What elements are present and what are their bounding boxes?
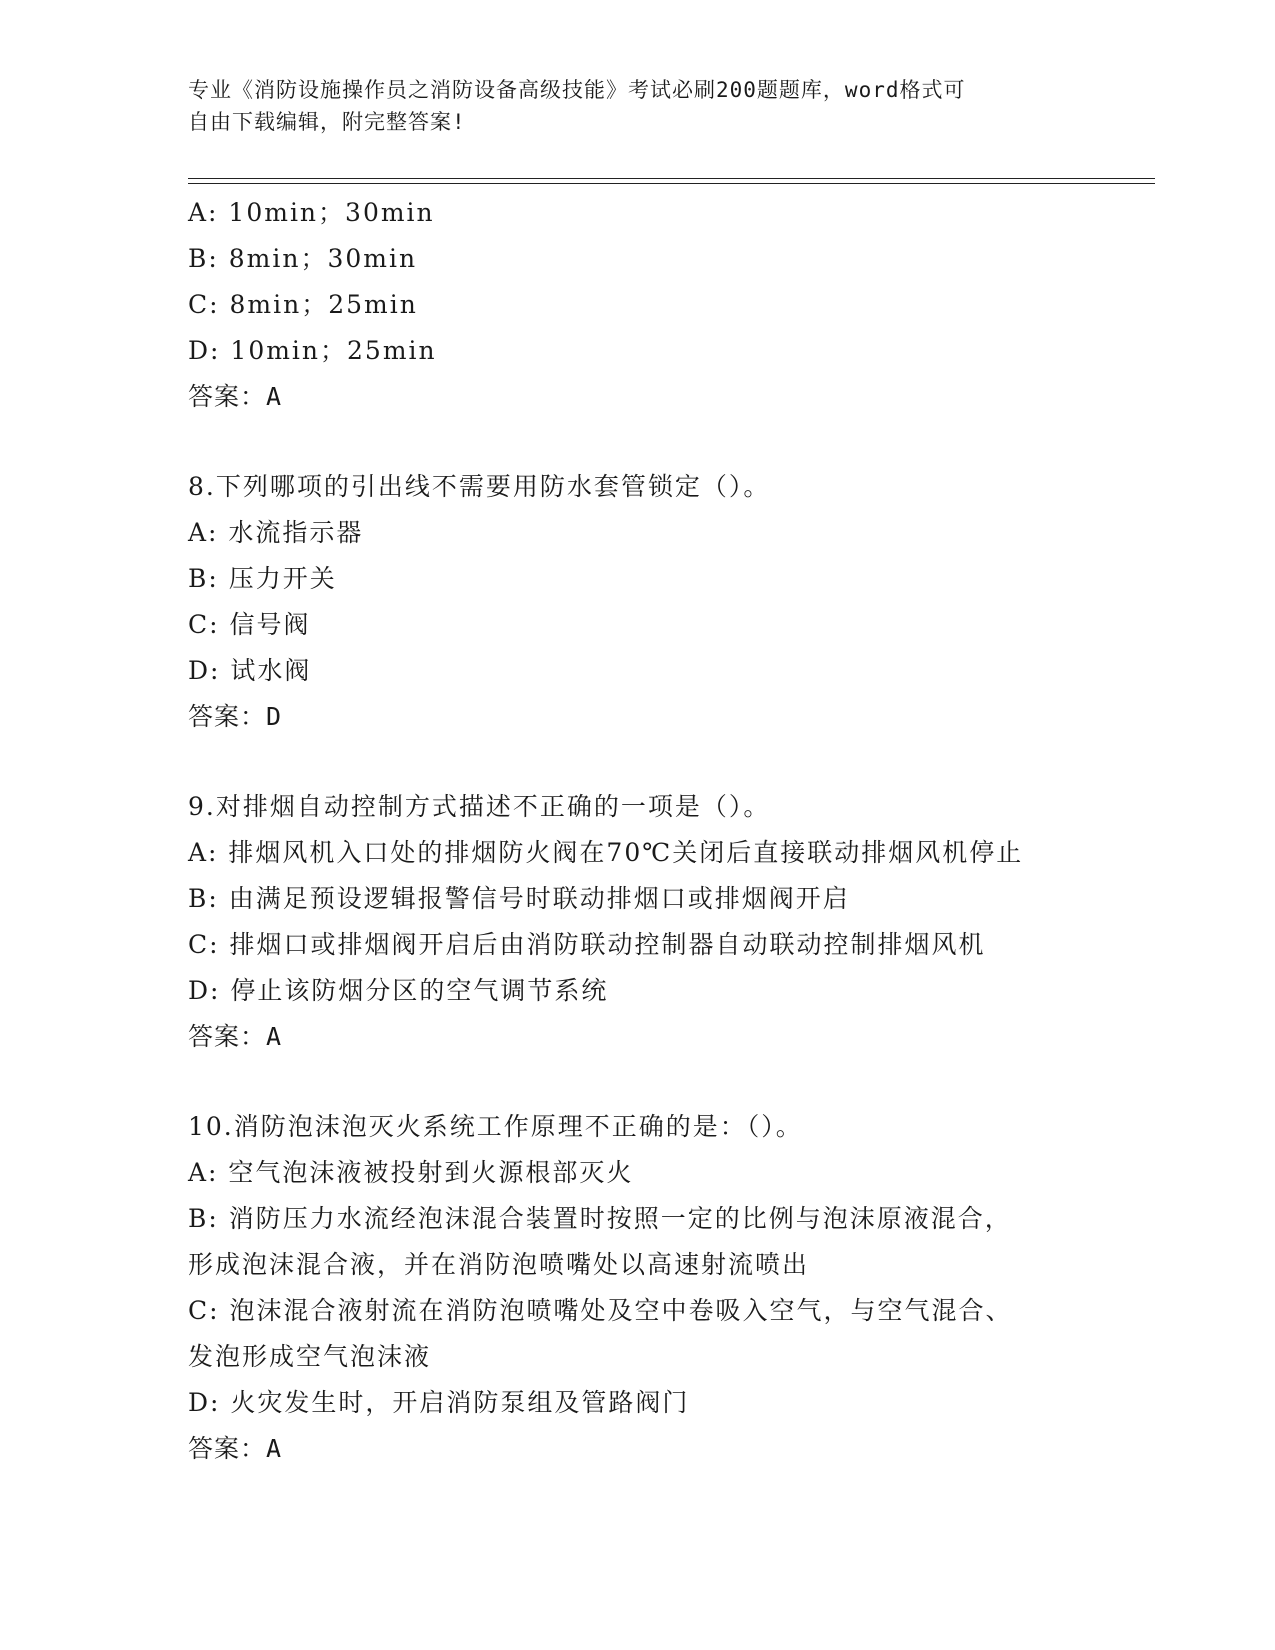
spacer xyxy=(188,740,1108,784)
q8-option-a: A: 水流指示器 xyxy=(188,518,364,547)
q7-option-c: C: 8min；25min xyxy=(188,290,418,319)
question-10-block xyxy=(188,1104,1108,1472)
q8-answer: 答案：D xyxy=(188,702,283,731)
q9-option-d: D: 停止该防烟分区的空气调节系统 xyxy=(188,976,609,1005)
q7-option-b: B: 8min；30min xyxy=(188,244,418,273)
q10-answer: 答案：A xyxy=(188,1434,283,1463)
q10-question: 10.消防泡沫泡灭火系统工作原理不正确的是：（）。 xyxy=(188,1112,803,1141)
q10-option-d: D: 火灾发生时，开启消防泵组及管路阀门 xyxy=(188,1388,690,1417)
q7-option-a: A: 10min；30min xyxy=(188,198,435,227)
header-line-1: 专业《消防设施操作员之消防设备高级技能》考试必刷200题题库，word格式可 xyxy=(188,78,966,102)
question-list xyxy=(188,190,1108,1472)
question-8-block xyxy=(188,464,1108,740)
q10-option-a: A: 空气泡沫液被投射到火源根部灭火 xyxy=(188,1158,634,1187)
header-divider-top xyxy=(188,178,1155,179)
q8-option-d: D: 试水阀 xyxy=(188,656,312,685)
q10-option-b-line-1: B: 消防压力水流经泡沫混合装置时按照一定的比例与泡沫原液混合， xyxy=(188,1204,1012,1233)
header-divider-bottom xyxy=(188,183,1155,184)
question-9-block xyxy=(188,784,1108,1060)
q9-option-c: C: 排烟口或排烟阀开启后由消防联动控制器自动联动控制排烟风机 xyxy=(188,930,986,959)
q10-option-c-line-2: 发泡形成空气泡沫液 xyxy=(188,1342,432,1371)
header-line-2: 自由下载编辑，附完整答案! xyxy=(188,110,466,134)
q7-option-d: D: 10min；25min xyxy=(188,336,437,365)
q8-question: 8.下列哪项的引出线不需要用防水套管锁定（）。 xyxy=(188,472,771,501)
document-header xyxy=(188,74,1068,138)
q8-option-b: B: 压力开关 xyxy=(188,564,337,593)
q9-answer: 答案：A xyxy=(188,1022,283,1051)
q9-option-b: B: 由满足预设逻辑报警信号时联动排烟口或排烟阀开启 xyxy=(188,884,850,913)
q8-option-c: C: 信号阀 xyxy=(188,610,311,639)
q9-question: 9.对排烟自动控制方式描述不正确的一项是（）。 xyxy=(188,792,771,821)
q10-option-b-line-2: 形成泡沫混合液，并在消防泡喷嘴处以高速射流喷出 xyxy=(188,1250,810,1279)
q9-option-a: A: 排烟风机入口处的排烟防火阀在70℃关闭后直接联动排烟风机停止 xyxy=(188,838,1024,867)
spacer xyxy=(188,1060,1108,1104)
spacer xyxy=(188,420,1108,464)
q7-answer: 答案：A xyxy=(188,382,283,411)
q10-option-c-line-1: C: 泡沫混合液射流在消防泡喷嘴处及空中卷吸入空气，与空气混合、 xyxy=(188,1296,1013,1325)
question-7-block xyxy=(188,190,1108,420)
